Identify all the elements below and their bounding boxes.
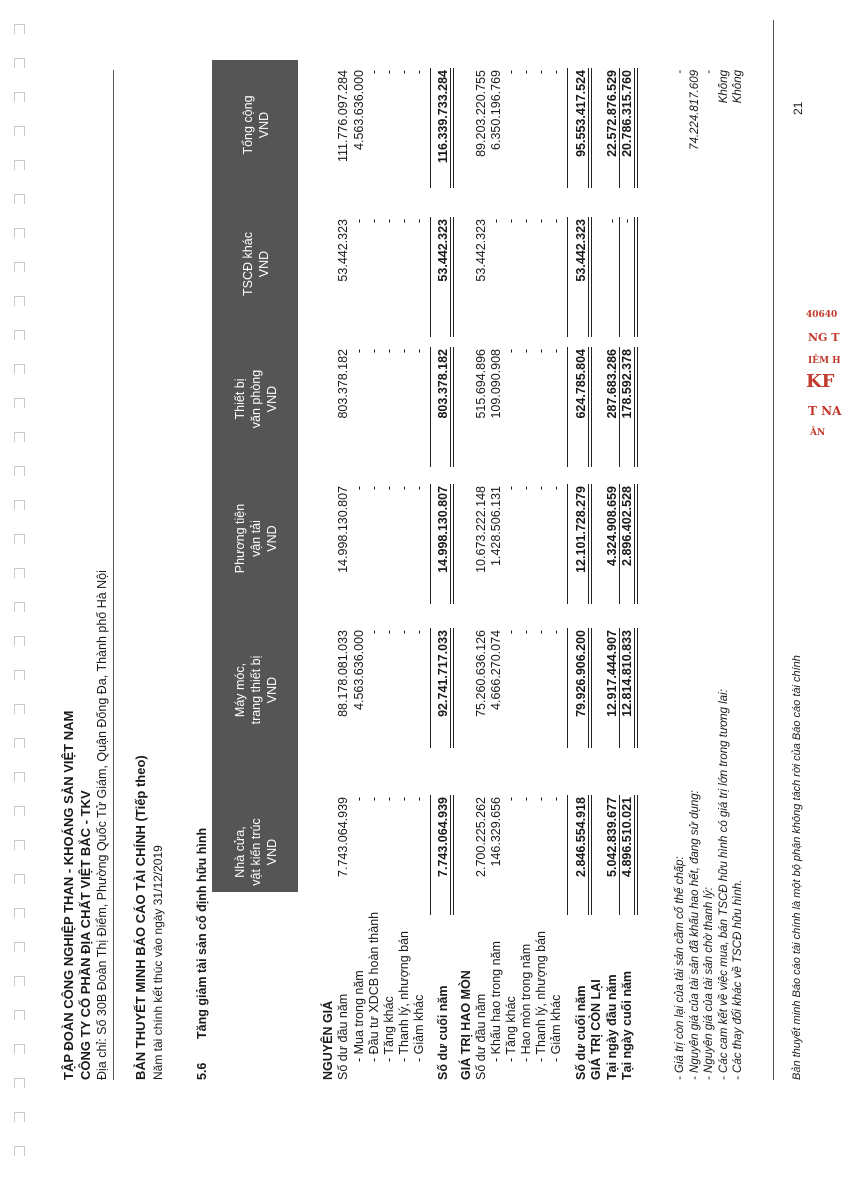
note-value: 74.224.817.609 (689, 70, 701, 150)
table-cell: 624.785.804 (574, 349, 588, 419)
subtotal-rule (430, 795, 431, 915)
table-cell: - (504, 349, 518, 354)
section-number: 5.6 (195, 1062, 209, 1080)
row-label-cl-closing: Tại ngày cuối năm (620, 970, 634, 1080)
table-cell: - (534, 219, 548, 224)
note-text: - Các cam kết về việc mua, bán TSCĐ hữu hình có giá trị lớn trong tương lai: (718, 689, 730, 1080)
table-cell: - (412, 486, 426, 491)
column-header-unit: VND (257, 111, 271, 139)
total-rule (637, 484, 638, 604)
total-rule (637, 795, 638, 915)
subtotal-rule (430, 347, 431, 467)
table-cell: - (534, 486, 548, 491)
subtotal-rule (430, 484, 431, 604)
section-title: Tăng giảm tài sản cố định hữu hình (195, 827, 209, 1039)
total-rule (453, 347, 454, 467)
table-cell: 1.428.506.131 (489, 486, 503, 566)
table-cell: - (412, 70, 426, 75)
seal-text: 40640 (806, 310, 838, 320)
table-cell: 89.203.220.755 (474, 70, 488, 157)
table-cell: 10.673.222.148 (474, 486, 488, 573)
total-rule (453, 68, 454, 188)
table-cell: 4.896.510.021 (620, 797, 634, 877)
note-text: - Các thay đổi khác về TSCĐ hữu hình. (732, 879, 744, 1080)
table-cell: - (549, 486, 563, 491)
table-cell: - (382, 797, 396, 802)
table-cell: 4.563.636.000 (352, 630, 366, 710)
row-label-ng-purchase: - Mua trong năm (352, 970, 366, 1062)
total-rule (450, 795, 451, 915)
table-cell: - (397, 486, 411, 491)
column-header-line: vận tải (249, 520, 263, 557)
table-cell: 2.700.225.262 (474, 797, 488, 877)
table-cell: - (397, 70, 411, 75)
column-header-unit: VND (257, 250, 271, 278)
footer-rule (773, 20, 774, 1080)
table-cell: - (352, 486, 366, 491)
row-label-hm-closing: Số dư cuối năm (574, 985, 588, 1080)
table-cell: 2.846.554.918 (574, 797, 588, 877)
total-rule (637, 68, 638, 188)
subtotal-rule (567, 68, 568, 188)
table-cell: - (504, 219, 518, 224)
table-cell: 146.329.656 (489, 797, 503, 867)
column-header-line: Thiết bị (233, 378, 247, 420)
page-number: 21 (791, 101, 805, 115)
table-cell: 515.694.896 (474, 349, 488, 419)
table-cell: - (367, 630, 381, 635)
table-cell: - (412, 219, 426, 224)
subtotal-rule (567, 628, 568, 748)
total-rule (450, 347, 451, 467)
table-cell: 803.378.182 (336, 349, 350, 419)
table-cell: - (382, 486, 396, 491)
table-cell: - (352, 349, 366, 354)
seal-text: ÂN (810, 428, 826, 438)
table-cell: 14.998.130.807 (336, 486, 350, 573)
table-cell: 22.572.876.529 (605, 70, 619, 157)
table-cell: - (534, 70, 548, 75)
total-rule (634, 217, 635, 337)
table-cell: 12.814.810.833 (620, 630, 634, 717)
total-rule (588, 217, 589, 337)
column-header-unit: VND (265, 385, 279, 413)
table-cell: 79.926.906.200 (574, 630, 588, 717)
table-cell: 4.666.270.074 (489, 630, 503, 710)
column-header-4 (220, 339, 292, 459)
company-seal (800, 290, 845, 440)
subtotal-rule (567, 484, 568, 604)
seal-text: KF (806, 371, 835, 392)
table-cell: 116.339.733.284 (436, 70, 450, 164)
total-rule (453, 484, 454, 604)
table-cell: - (549, 219, 563, 224)
column-header-unit: VND (265, 838, 279, 866)
report-period: Năm tài chính kết thúc vào ngày 31/12/2019 (151, 845, 165, 1080)
total-rule (588, 347, 589, 467)
column-header-line: vật kiến trúc (249, 818, 263, 886)
subtotal-rule (430, 217, 431, 337)
table-cell: - (397, 219, 411, 224)
table-cell: 111.776.097.284 (336, 70, 350, 162)
table-cell: 7.743.064.939 (436, 797, 450, 877)
row-label-hm-other-inc: - Tăng khác (504, 996, 518, 1062)
row-label-ng-other-dec: - Giảm khác (412, 994, 426, 1062)
total-rule (591, 484, 592, 604)
note-text: - Giá trị còn lại của tài sản cầm cố thế chấp: (674, 856, 686, 1080)
row-label-ng-construction: - Đầu tư XDCB hoàn thành (367, 911, 381, 1062)
column-header-line: Tổng cộng (241, 95, 255, 155)
row-label-ng-disposal: - Thanh lý, nhượng bán (397, 931, 411, 1062)
table-cell: - (352, 797, 366, 802)
table-cell: - (519, 630, 533, 635)
table-cell: - (504, 630, 518, 635)
table-cell: 5.042.839.677 (605, 797, 619, 877)
table-cell: - (397, 349, 411, 354)
table-cell: - (489, 219, 503, 224)
total-rule (637, 347, 638, 467)
note-text: - Nguyên giá của tài sản chờ thanh lý: (703, 887, 715, 1080)
table-cell: - (519, 219, 533, 224)
header-rule (113, 70, 114, 1080)
column-header-1 (220, 787, 292, 917)
company-name: CÔNG TY CỔ PHẦN ĐỊA CHẤT VIỆT BẮC - TKV (78, 790, 93, 1080)
row-label-ng-closing: Số dư cuối năm (436, 985, 450, 1080)
column-header-unit: VND (265, 676, 279, 704)
table-cell: - (519, 797, 533, 802)
table-cell: - (504, 70, 518, 75)
table-cell: 12.101.728.279 (574, 486, 588, 573)
table-cell: 53.442.323 (574, 219, 588, 282)
table-cell: - (504, 797, 518, 802)
row-label-hm-heading: GIÁ TRỊ HAO MÒN (459, 970, 473, 1080)
total-rule (634, 628, 635, 748)
table-cell: - (534, 797, 548, 802)
total-rule (591, 217, 592, 337)
table-cell: 95.553.417.524 (574, 70, 588, 157)
note-value: - (703, 70, 715, 74)
table-cell: - (367, 486, 381, 491)
table-cell: 53.442.323 (474, 219, 488, 282)
column-header-unit: VND (265, 525, 279, 552)
table-cell: - (620, 219, 634, 224)
total-rule (591, 795, 592, 915)
total-rule (450, 484, 451, 604)
table-cell: 88.178.081.033 (336, 630, 350, 717)
total-rule (453, 795, 454, 915)
table-cell: - (382, 70, 396, 75)
table-cell: - (367, 349, 381, 354)
seal-text: IÊM H (808, 356, 841, 366)
table-cell: 803.378.182 (436, 349, 450, 419)
total-rule (588, 68, 589, 188)
row-label-ng-opening: Số dư đầu năm (336, 993, 350, 1080)
column-header-line: Máy móc, (233, 662, 247, 718)
column-header-5 (220, 209, 292, 319)
table-cell: 75.260.636.126 (474, 630, 488, 717)
total-rule (450, 217, 451, 337)
table-cell: - (534, 630, 548, 635)
row-label-hm-opening: Số dư đầu năm (474, 993, 488, 1080)
total-rule (588, 795, 589, 915)
table-cell: 53.442.323 (436, 219, 450, 282)
table-cell: - (412, 349, 426, 354)
total-rule (453, 217, 454, 337)
table-cell: 7.743.064.939 (336, 797, 350, 877)
total-rule (591, 68, 592, 188)
table-cell: 109.090.908 (489, 349, 503, 419)
table-cell: - (367, 797, 381, 802)
table-cell: - (519, 486, 533, 491)
total-rule (453, 628, 454, 748)
table-cell: - (412, 797, 426, 802)
row-label-hm-charge: - Khấu hao trong năm (489, 941, 503, 1062)
column-header-line: Phương tiện (233, 503, 247, 574)
column-header-line: trang thiết bị (249, 655, 263, 725)
table-cell: 14.998.130.807 (436, 486, 450, 573)
total-rule (634, 484, 635, 604)
table-cell: 6.350.196.769 (489, 70, 503, 150)
table-cell: 4.563.636.000 (352, 70, 366, 150)
table-cell: 2.896.402.528 (620, 486, 634, 566)
total-rule (450, 628, 451, 748)
row-label-hm-amort: - Hao mòn trong năm (519, 943, 533, 1062)
table-cell: 4.324.908.659 (605, 486, 619, 566)
table-cell: - (397, 630, 411, 635)
row-label-ng-heading: NGUYÊN GIÁ (321, 1000, 335, 1080)
subtotal-rule (430, 628, 431, 748)
table-cell: 53.442.323 (336, 219, 350, 282)
row-label-cl-opening: Tại ngày đầu năm (605, 974, 619, 1080)
table-cell: - (504, 486, 518, 491)
column-header-line: văn phòng (249, 369, 263, 429)
table-cell: - (519, 70, 533, 75)
table-cell: - (549, 349, 563, 354)
column-header-line: TSCĐ khác (241, 232, 255, 296)
table-cell: - (382, 219, 396, 224)
table-cell: - (382, 630, 396, 635)
table-cell: - (549, 70, 563, 75)
total-rule (450, 68, 451, 188)
column-header-3 (220, 476, 292, 601)
row-label-ng-other-inc: - Tăng khác (382, 996, 396, 1062)
subtotal-rule (567, 795, 568, 915)
note-value: Không (718, 70, 730, 104)
note-value: Không (732, 70, 744, 104)
table-cell: - (605, 219, 619, 224)
table-cell: 20.786.315.760 (620, 70, 634, 157)
table-cell: 178.592.378 (620, 349, 634, 419)
report-title: BẢN THUYẾT MINH BÁO CÁO TÀI CHÍNH (Tiếp theo) (133, 755, 148, 1080)
seal-text: NG T (808, 331, 840, 344)
subtotal-rule (430, 68, 431, 188)
table-cell: - (549, 630, 563, 635)
subtotal-rule (567, 347, 568, 467)
column-header-6 (220, 60, 292, 190)
total-rule (591, 347, 592, 467)
total-rule (637, 217, 638, 337)
column-header-line: Nhà cửa, (233, 826, 247, 878)
note-value: - (674, 70, 686, 74)
table-cell: 12.917.444.907 (605, 630, 619, 717)
footer-text: Bản thuyết minh Báo cáo tài chính là một bộ phận không tách rời của Báo cáo tài chính (791, 655, 803, 1080)
subtotal-rule (567, 217, 568, 337)
row-label-cl-heading: GIÁ TRỊ CÒN LẠI (589, 979, 603, 1080)
row-label-hm-disposal: - Thanh lý, nhượng bán (534, 931, 548, 1062)
total-rule (634, 795, 635, 915)
company-address: Địa chỉ: Số 30B Đoàn Thị Điểm, Phường Quốc Tử Giám, Quận Đống Đa, Thành phố Hà Nội (95, 570, 109, 1080)
table-cell: - (397, 797, 411, 802)
table-cell: - (382, 349, 396, 354)
table-cell: - (519, 349, 533, 354)
table-cell: 92.741.717.033 (436, 630, 450, 717)
note-text: - Nguyên giá của tài sản đã khấu hao hết, đang sử dụng: (689, 790, 701, 1080)
table-cell: - (549, 797, 563, 802)
row-label-hm-other-dec: - Giảm khác (549, 994, 563, 1062)
total-rule (588, 628, 589, 748)
table-cell: - (367, 70, 381, 75)
total-rule (634, 68, 635, 188)
table-cell: - (352, 219, 366, 224)
table-cell: - (412, 630, 426, 635)
table-cell: 287.683.286 (605, 349, 619, 419)
total-rule (637, 628, 638, 748)
total-rule (588, 484, 589, 604)
table-cell: - (534, 349, 548, 354)
total-rule (634, 347, 635, 467)
table-cell: - (367, 219, 381, 224)
group-name: TẬP ĐOÀN CÔNG NGHIỆP THAN - KHOÁNG SẢN VIỆT NAM (61, 710, 76, 1080)
total-rule (591, 628, 592, 748)
column-header-2 (220, 620, 292, 760)
seal-text: T NA (808, 404, 842, 418)
